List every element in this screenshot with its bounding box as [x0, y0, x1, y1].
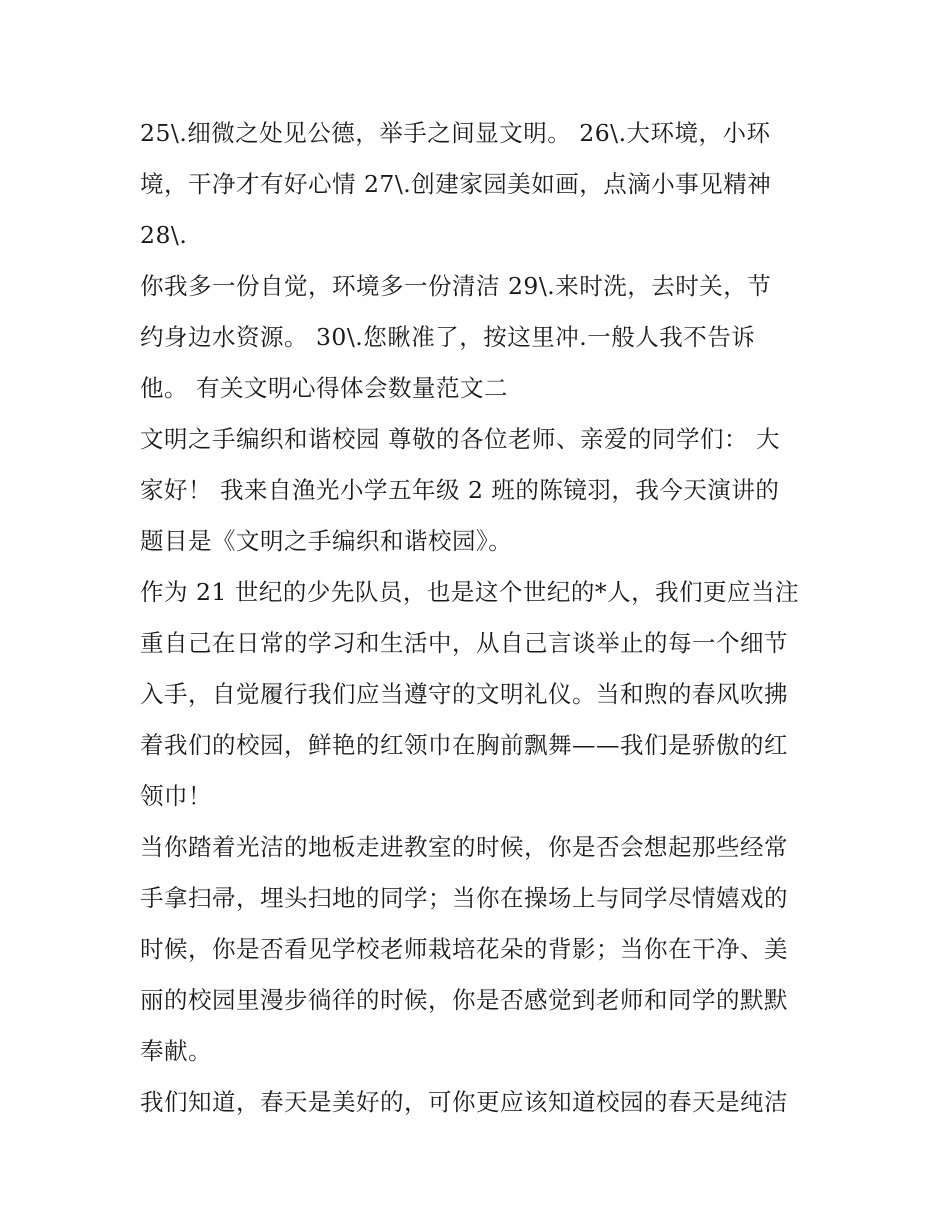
text-line: 家好！ 我来自渔光小学五年级 2 班的陈镜羽，我今天演讲的 — [140, 476, 780, 504]
text-line: 着我们的校园，鲜艳的红领巾在胸前飘舞——我们是骄傲的红 — [140, 731, 788, 759]
text-line: 作为 21 世纪的少先队员，也是这个世纪的*人，我们更应当注 — [140, 578, 800, 606]
text-line: 28\. — [140, 221, 188, 249]
text-line: 丽的校园里漫步徜徉的时候，你是否感觉到老师和同学的默默 — [140, 986, 788, 1014]
text-line: 境，干净才有好心情 27\.创建家园美如画，点滴小事见精神 — [140, 170, 772, 198]
text-line: 题目是《文明之手编织和谐校园》。 — [140, 527, 513, 555]
text-line: 时候，你是否看见学校老师栽培花朵的背影；当你在干净、美 — [140, 935, 788, 963]
text-line: 领巾！ — [140, 782, 212, 810]
text-line: 你我多一份自觉，环境多一份清洁 29\.来时洗，去时关，节 — [140, 272, 772, 300]
text-line: 25\.细微之处见公德，举手之间显文明。 26\.大环境，小环 — [140, 119, 771, 147]
text-line: 我们知道，春天是美好的，可你更应该知道校园的春天是纯洁 — [140, 1088, 788, 1116]
text-line: 约身边水资源。 30\.您瞅准了，按这里冲.一般人我不告诉 — [140, 323, 756, 351]
text-line: 入手，自觉履行我们应当遵守的文明礼仪。当和煦的春风吹拂 — [140, 680, 788, 708]
text-line: 文明之手编织和谐校园 尊敬的各位老师、亲爱的同学们： 大 — [140, 425, 780, 453]
text-line: 重自己在日常的学习和生活中，从自己言谈举止的每一个细节 — [140, 629, 788, 657]
text-line: 当你踏着光洁的地板走进教室的时候，你是否会想起那些经常 — [140, 833, 788, 861]
text-line: 手拿扫帚，埋头扫地的同学；当你在操场上与同学尽情嬉戏的 — [140, 884, 788, 912]
text-line: 他。 有关文明心得体会数量范文二 — [140, 374, 508, 402]
document-body — [140, 108, 820, 1128]
text-line: 奉献。 — [140, 1037, 212, 1065]
